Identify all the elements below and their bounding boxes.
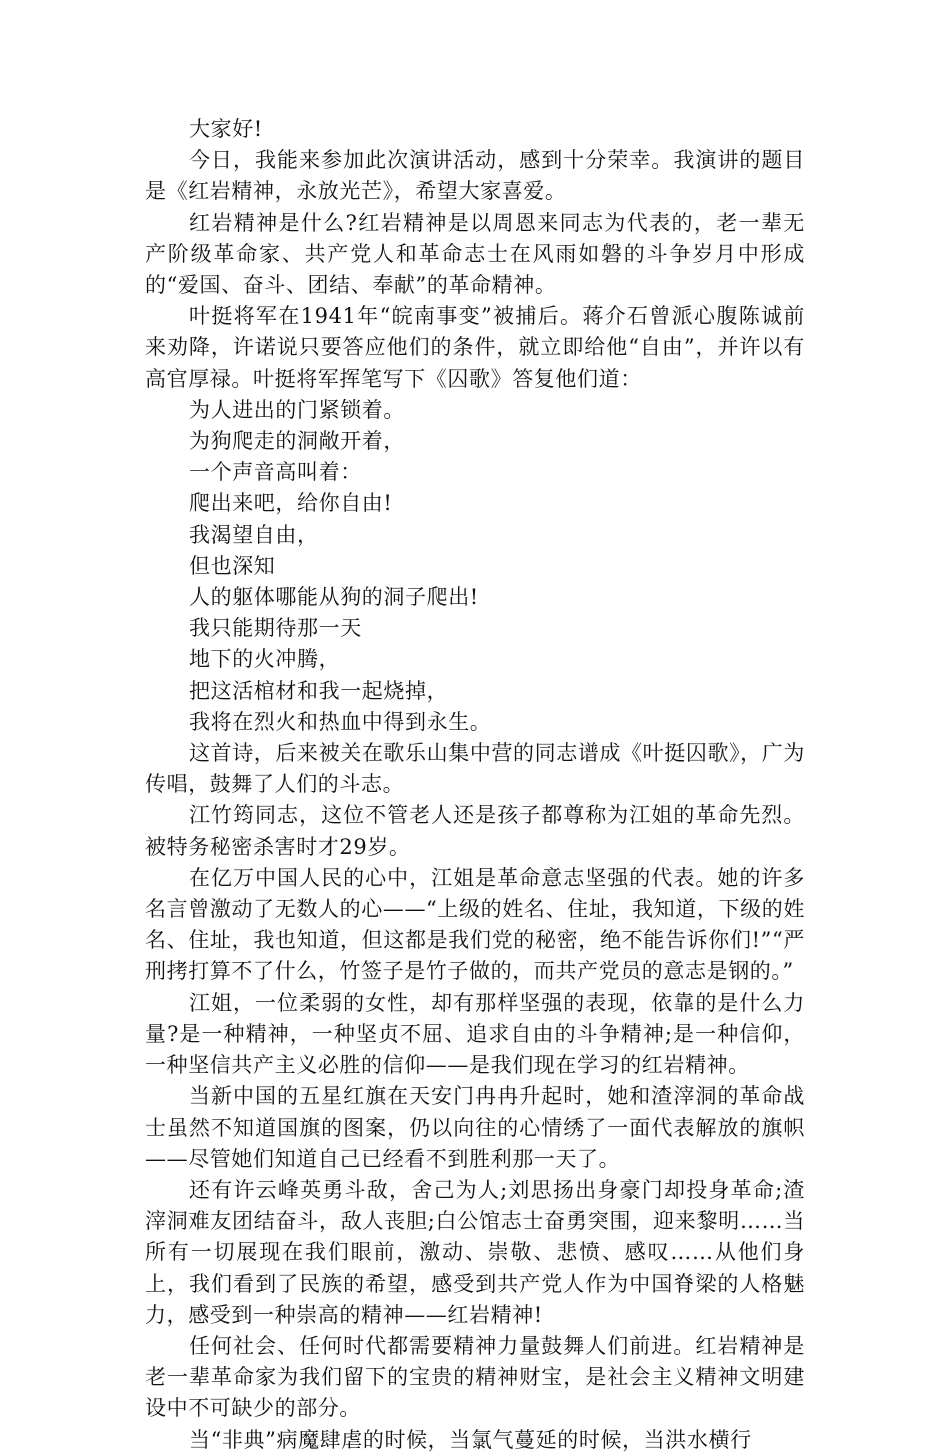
- quotes-paragraph: 在亿万中国人民的心中，江姐是革命意志坚强的代表。她的许多名言曾激动了无数人的心——“上级的姓名、住址，我知道，下级的姓名、住址，我也知道，但这都是我们党的秘密，绝不能告诉你们!”“严刑拷打算不了什么，竹签子是竹子做的，而共产党员的意志是钢的。”: [145, 865, 805, 984]
- jiang-zhujun-paragraph: 江竹筠同志，这位不管老人还是孩子都尊称为江姐的革命先烈。被特务秘密杀害时才29岁。: [145, 803, 805, 859]
- song-paragraph: 这首诗，后来被关在歌乐山集中营的同志谱成《叶挺囚歌》，广为传唱，鼓舞了人们的斗志。: [145, 741, 805, 797]
- poem-line: 一个声音高叫着：: [189, 460, 362, 485]
- spirit-paragraph: 江姐，一位柔弱的女性，却有那样坚强的表现，依靠的是什么力量?是一种精神，一种坚贞不屈、追求自由的斗争精神;是一种信仰，一种坚信共产主义必胜的信仰——是我们现在学习的红岩精神。: [145, 990, 805, 1078]
- poem-line: 但也深知: [189, 553, 276, 578]
- society-paragraph: 任何社会、任何时代都需要精神力量鼓舞人们前进。红岩精神是老一辈革命家为我们留下的宝贵的精神财宝，是社会主义精神文明建设中不可缺少的部分。: [145, 1333, 805, 1421]
- sars-paragraph: 当“非典”病魔肆虐的时候，当氯气蔓延的时候，当洪水横行: [189, 1427, 752, 1452]
- poem-line: 我将在烈火和热血中得到永生。: [189, 709, 492, 734]
- poem-line: 我渴望自由，: [189, 522, 319, 547]
- poem-line: 为狗爬走的洞敞开着，: [189, 429, 405, 454]
- poem-line: 爬出来吧，给你自由!: [189, 491, 393, 516]
- greeting: 大家好!: [189, 117, 263, 141]
- poem-line: 地下的火冲腾，: [189, 647, 341, 672]
- definition-paragraph: 红岩精神是什么?红岩精神是以周恩来同志为代表的，老一辈无产阶级革命家、共产党人和革命志士在风雨如磐的斗争岁月中形成的“爱国、奋斗、团结、奉献”的革命精神。: [145, 210, 805, 298]
- poem-line: 我只能期待那一天: [189, 616, 362, 641]
- heroes-paragraph: 还有许云峰英勇斗敌，舍己为人;刘思扬出身豪门却投身革命;渣滓洞难友团结奋斗，敌人丧胆;白公馆志士奋勇突围，迎来黎明……当所有一切展现在我们眼前，激动、崇敬、悲愤、感叹……从他们身上，我们看到了民族的希望，感受到共产党人作为中国脊梁的人格魅力，感受到一种崇高的精神——红岩精神!: [145, 1177, 805, 1327]
- intro-paragraph: 今日，我能来参加此次演讲活动，感到十分荣幸。我演讲的题目是《红岩精神，永放光芒》，希望大家喜爱。: [145, 148, 805, 204]
- poem-line: 为人进出的门紧锁着。: [189, 397, 405, 422]
- ye-ting-paragraph: 叶挺将军在1941年“皖南事变”被捕后。蒋介石曾派心腹陈诚前来劝降，许诺说只要答应他们的条件，就立即给他“自由”，并许以有高官厚禄。叶挺将军挥笔写下《囚歌》答复他们道：: [145, 304, 805, 391]
- speech-text: [145, 114, 805, 1456]
- poem-line: 把这活棺材和我一起烧掉，: [189, 678, 449, 703]
- poem-line: 人的躯体哪能从狗的洞子爬出!: [189, 585, 479, 610]
- flag-paragraph: 当新中国的五星红旗在天安门冉冉升起时，她和渣滓洞的革命战士虽然不知道国旗的图案，仍以向往的心情绣了一面代表解放的旗帜——尽管她们知道自己已经看不到胜利那一天了。: [145, 1084, 805, 1171]
